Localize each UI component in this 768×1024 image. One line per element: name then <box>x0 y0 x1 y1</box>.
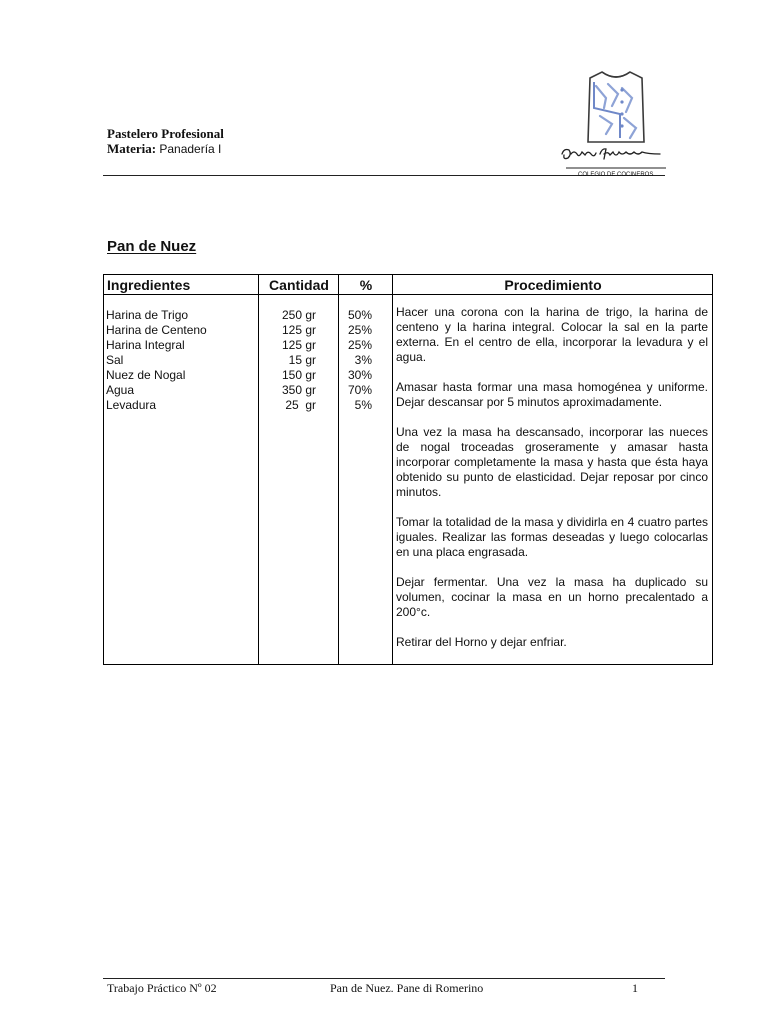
ingredient-quantity: 125 gr <box>281 338 316 352</box>
ingredient-quantity: 25 gr <box>285 398 316 412</box>
ingredient-quantity: 250 gr <box>281 308 316 322</box>
footer-title: Pan de Nuez. Pane di Romerino <box>330 981 484 995</box>
procedure-step: Amasar hasta formar una masa homogénea y uniforme. Dejar descansar por 5 minutos aproximadamente. <box>396 380 708 409</box>
ingredient-quantity: 15 gr <box>288 353 316 367</box>
column-header-quantity: Cantidad <box>269 277 329 293</box>
school-logo <box>560 68 672 180</box>
ingredient-name: Sal <box>106 353 124 367</box>
ingredient-percent: 50% <box>347 308 372 322</box>
ingredient-percent: 5% <box>354 398 372 412</box>
procedure-step: Retirar del Horno y dejar enfriar. <box>396 635 567 649</box>
column-divider <box>392 275 393 664</box>
logo-caption: COLEGIO DE COCINEROS <box>578 172 654 178</box>
column-divider <box>258 275 259 664</box>
recipe-table <box>103 274 713 665</box>
ingredient-percent: 70% <box>347 383 372 397</box>
column-header-procedure: Procedimiento <box>504 277 602 293</box>
procedure-step: Hacer una corona con la harina de trigo, la harina de centeno y la harina integral. Colocar la sal en la parte externa. En el centro de ella, incorporar la levadura y el agua. <box>396 305 708 364</box>
ingredient-percent: 30% <box>347 368 372 382</box>
course-name: Pastelero Profesional <box>107 126 224 141</box>
subject-value: Panadería I <box>159 142 222 156</box>
procedure-step: Tomar la totalidad de la masa y dividirla en 4 cuatro partes iguales. Realizar las formas deseadas y luego colocarlas en una placa engrasada. <box>396 515 708 559</box>
column-header-percent: % <box>359 277 373 293</box>
subject-line <box>107 142 221 156</box>
page-number: 1 <box>632 981 638 995</box>
ingredient-name: Agua <box>106 383 135 397</box>
column-divider <box>338 275 339 664</box>
ingredient-percent: 3% <box>354 353 372 367</box>
ingredient-name: Levadura <box>106 398 157 412</box>
header-row-divider <box>104 294 712 295</box>
ingredient-quantity: 150 gr <box>281 368 316 382</box>
footer-assignment: Trabajo Práctico Nº 02 <box>107 981 217 995</box>
ingredient-name: Harina de Trigo <box>106 308 189 322</box>
procedure-step: Una vez la masa ha descansado, incorporar las nueces de nogal troceadas groseramente y amasar hasta incorporar completamente la masa y hasta que ésta haya obtenido su punto de elasticidad. Dejar reposar por cinco minutos. <box>396 425 708 499</box>
procedure-step: Dejar fermentar. Una vez la masa ha duplicado su volumen, cocinar la masa en un horno precalentado a 200°c. <box>396 575 708 619</box>
column-header-ingredients: Ingredientes <box>107 277 191 293</box>
ingredient-name: Nuez de Nogal <box>106 368 186 382</box>
signature-mark <box>562 149 660 159</box>
procedure-column <box>396 305 708 665</box>
ingredient-percent: 25% <box>347 338 372 352</box>
percent-column <box>340 308 372 413</box>
ingredient-percent: 25% <box>347 323 372 337</box>
footer-divider <box>103 978 665 979</box>
chef-jacket-icon <box>588 72 644 142</box>
ingredient-name: Harina Integral <box>106 338 185 352</box>
subject-label: Materia: <box>107 141 157 156</box>
recipe-title: Pan de Nuez <box>107 238 197 255</box>
ingredients-column <box>106 308 256 413</box>
ingredient-name: Harina de Centeno <box>106 323 207 337</box>
ingredient-quantity: 125 gr <box>281 323 316 337</box>
quantity-column <box>260 308 316 413</box>
ingredient-quantity: 350 gr <box>281 383 316 397</box>
